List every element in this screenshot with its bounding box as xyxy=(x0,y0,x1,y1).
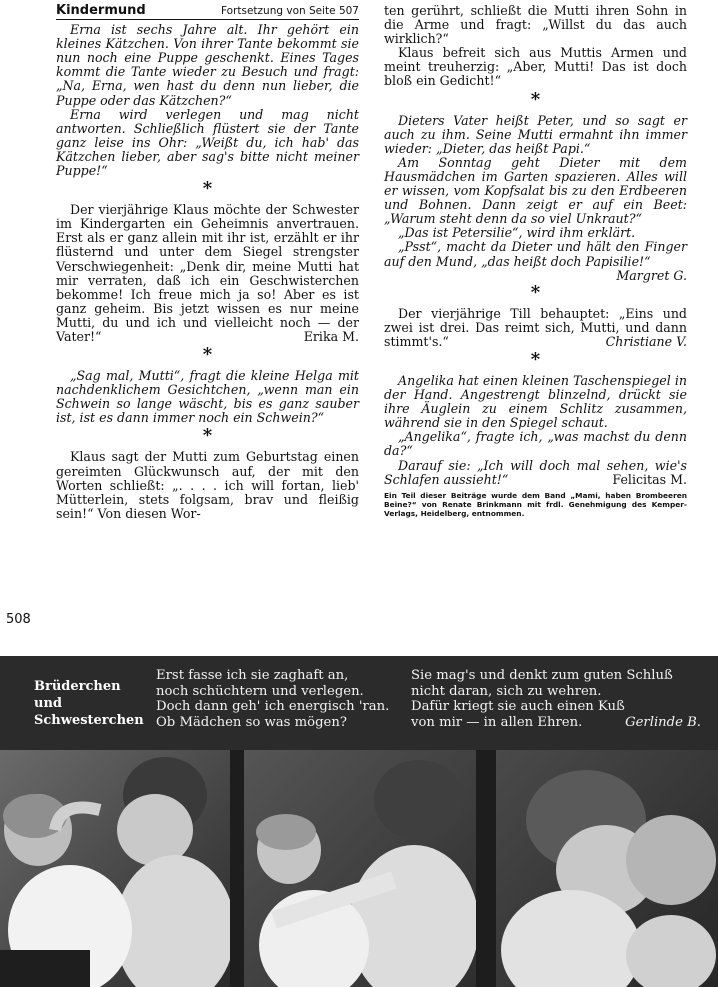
signature: Gerlinde B. xyxy=(625,714,701,730)
signature: Felicitas M. xyxy=(612,471,687,487)
story-paragraph: Darauf sie: „Ich will doch mal sehen, wie's Schlafen aussieht!“ Felicitas M. xyxy=(384,457,687,487)
photo-siblings-embracing xyxy=(244,750,476,987)
poem-title xyxy=(34,678,144,729)
continuation-note: Fortsetzung von Seite 507 xyxy=(220,5,359,17)
story-paragraph: Erna wird verlegen und mag nicht antworten. Schließlich flüstert sie der Tante ganz leise ins Ohr: „Weißt du, ich hab' das Kätzchen lieber, aber sag's bitte nicht meiner Puppe!“ xyxy=(56,106,359,179)
poem-title-line: Brüderchen xyxy=(34,679,121,694)
separator-star: * xyxy=(202,344,213,366)
poem-line: Dafür kriegt sie auch einen Kuß xyxy=(411,699,625,715)
story-paragraph: Erna ist sechs Jahre alt. Ihr gehört ein kleines Kätzchen. Von ihrer Tante bekommt sie nun noch eine Puppe geschenkt. Eines Tages kommt die Tante wieder zu Besuch und fragt: „Na, Erna, wen hast du denn nun lieber, die Puppe oder das Kätzchen?“ xyxy=(56,22,359,108)
poem-line: Ob Mädchen so was mögen? xyxy=(156,714,347,730)
poem-stanza xyxy=(156,668,396,730)
story-paragraph: „Sag mal, Mutti“, fragt die kleine Helga mit nachdenklichem Gesichtchen, „wenn man ein Schwein so lange wäscht, bis es ganz sauber ist, ist es dann immer noch ein Schwein?“ xyxy=(56,368,359,426)
story-paragraph: Der vierjährige Till behauptet: „Eins und zwei ist drei. Das reimt sich, Mutti, und dann stimmt's.“ Christiane V. xyxy=(384,305,687,349)
section-title: Kindermund xyxy=(56,3,146,18)
separator-star: * xyxy=(202,178,213,200)
photo-siblings-kissing xyxy=(496,750,718,987)
story-klaus-secret xyxy=(56,203,359,344)
story-dieter xyxy=(384,112,687,283)
photo-divider xyxy=(230,750,244,987)
page-header xyxy=(56,4,359,20)
poem-line: Doch dann geh' ich energisch 'ran. xyxy=(156,699,390,715)
story-paragraph: Der vierjährige Klaus möchte der Schwester im Kindergarten ein Geheimnis anvertrauen. Erst als er ganz allein mit ihr ist, erzählt er ihr flüsternd und unter dem Siegel strengster Verschwiegenheit: „Denk dir, meine Mutti hat mir verraten, daß ich ein Geschwisterchen bekomme! Ich freue mich ja so! Aber es ist ganz geheim. Bis jetzt wissen es nur meine Mutti, du und ich und vielleicht noch — der Vater!“ Erika M. xyxy=(56,202,359,344)
story-helga xyxy=(56,369,359,425)
photo-divider xyxy=(476,750,496,987)
story-paragraph: „Angelika“, fragte ich, „was machst du denn da?“ xyxy=(384,429,687,459)
story-paragraph: ten gerührt, schließt die Mutti ihren Sohn in die Arme und fragt: „Willst du das auch wirklich?“ xyxy=(384,3,687,47)
story-klaus-continued xyxy=(384,4,687,89)
separator-star: * xyxy=(530,88,541,110)
page-number: 508 xyxy=(6,612,31,627)
credit-note: Ein Teil dieser Beiträge wurde dem Band „Mami, haben Brombeeren Beine?“ von Renate Brinkmann mit frdl. Genehmigung des Kemper-Verlags, Heidelberg, entnommen. xyxy=(384,490,687,518)
story-paragraph: Klaus sagt der Mutti zum Geburtstag einen gereimten Glückwunsch auf, der mit den Worten schließt: „. . . . ich will fortan, lieb' Mütterlein, stets folgsam, brav und fleißig sein!“ Von diesen Wor- xyxy=(56,449,359,521)
poem-line: Erst fasse ich sie zaghaft an, xyxy=(156,668,349,683)
story-paragraph: Klaus befreit sich aus Muttis Armen und meint treuherzig: „Aber, Mutti! Das ist doch bloß ein Gedicht!“ xyxy=(384,45,687,89)
separator-star: * xyxy=(530,281,541,303)
left-column xyxy=(56,4,359,521)
photo-siblings-kissing-icon xyxy=(496,750,718,987)
poem-title-line: Schwesterchen xyxy=(34,713,144,728)
photo-siblings-touching xyxy=(0,750,230,987)
poem-line: nicht daran, sich zu wehren. xyxy=(411,683,602,699)
poem-band xyxy=(0,656,718,750)
story-paragraph: Angelika hat einen kleinen Taschenspiegel in der Hand. Angestrengt blinzelnd, drückt sie ihre Äuglein zu einem Schlitz zusammen, während sie in den Spiegel schaut. xyxy=(384,372,687,431)
signature: Christiane V. xyxy=(605,333,687,349)
story-paragraph: „Das ist Petersilie“, wird ihm erklärt. xyxy=(398,225,636,241)
separator-star: * xyxy=(530,348,541,370)
right-column xyxy=(384,3,687,518)
photo-siblings-touching-icon xyxy=(0,750,230,987)
separator-star: * xyxy=(202,425,213,447)
poem-line: noch schüchtern und verlegen. xyxy=(156,683,364,699)
story-till xyxy=(384,307,687,349)
story-paragraph: Am Sonntag geht Dieter mit dem Hausmädchen im Garten spazieren. Alles will er wissen, vom Kopfsalat bis zu den Erdbeeren und Bohnen. Dann zeigt er auf ein Beet: „Warum steht denn da so viel Unkraut?“ xyxy=(384,154,687,227)
poem-title-line: und xyxy=(34,696,62,711)
signature: Margret G. xyxy=(616,267,687,283)
signature: Erika M. xyxy=(303,328,359,344)
story-klaus-birthday xyxy=(56,450,359,520)
photo-siblings-embracing-icon xyxy=(244,750,476,987)
poem-line: von mir — in allen Ehren. Gerlinde B. xyxy=(411,714,701,730)
poem-stanza xyxy=(411,668,701,730)
poem-line: Sie mag's und denkt zum guten Schluß xyxy=(411,668,673,683)
story-paragraph: „Psst“, macht da Dieter und hält den Finger auf den Mund, „das heißt doch Papisilie!“ Margret G. xyxy=(384,239,687,283)
story-erna xyxy=(56,23,359,178)
story-paragraph: Dieters Vater heißt Peter, und so sagt er auch zu ihm. Seine Mutti ermahnt ihn immer wieder: „Dieter, das heißt Papi.“ xyxy=(384,112,687,156)
story-angelika xyxy=(384,374,687,487)
